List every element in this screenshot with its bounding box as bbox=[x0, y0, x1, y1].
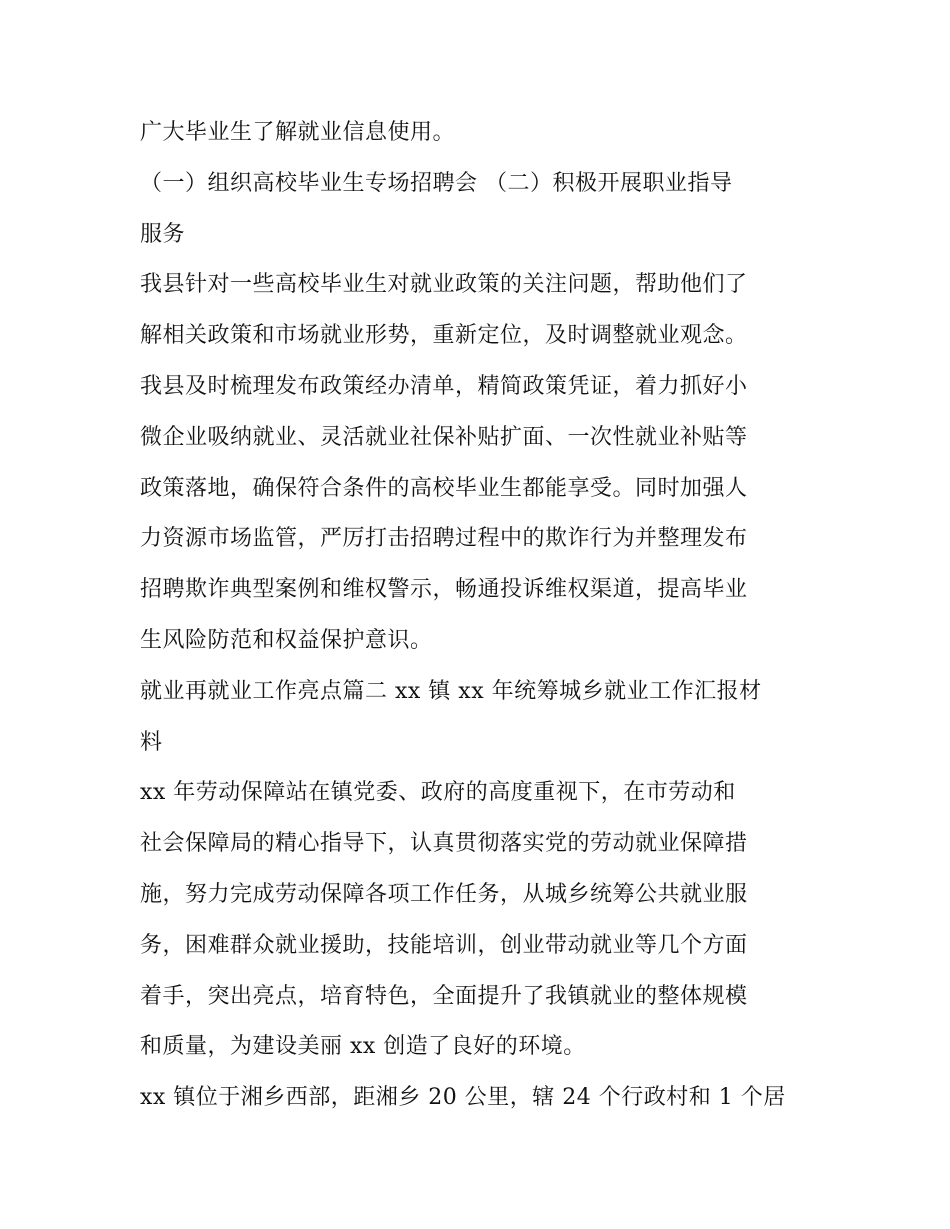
text-line: 解相关政策和市场就业形势，重新定位，及时调整就业观念。 bbox=[140, 323, 748, 349]
text-line: 广大毕业生了解就业信息使用。 bbox=[140, 120, 456, 145]
text-line: 政策落地，确保符合条件的高校毕业生都能享受。同时加强人 bbox=[140, 475, 748, 501]
text-line: xx 镇位于湘乡西部，距湘乡 20 公里，辖 24 个行政村和 1 个居 bbox=[140, 1085, 786, 1111]
text-line: 我县针对一些高校毕业生对就业政策的关注问题，帮助他们了 bbox=[140, 272, 748, 298]
text-line: 生风险防范和权益保护意识。 bbox=[140, 627, 433, 653]
text-line: 我县及时梳理发布政策经办清单，精简政策凭证，着力抓好小 bbox=[140, 373, 748, 399]
text-line: 服务 bbox=[140, 221, 186, 247]
text-line: 微企业吸纳就业、灵活就业社保补贴扩面、一次性就业补贴等 bbox=[140, 424, 748, 450]
text-line: （一）组织高校毕业生专场招聘会 （二）积极开展职业指导 bbox=[140, 170, 733, 196]
text-line: 就业再就业工作亮点篇二 xx 镇 xx 年统筹城乡就业工作汇报材 bbox=[140, 678, 762, 704]
text-line: 料 bbox=[140, 729, 163, 755]
text-line: 着手，突出亮点，培育特色，全面提升了我镇就业的整体规模 bbox=[140, 983, 748, 1009]
text-line: 务，困难群众就业援助，技能培训，创业带动就业等几个方面 bbox=[140, 932, 748, 958]
text-line: 力资源市场监管，严厉打击招聘过程中的欺诈行为并整理发布 bbox=[140, 526, 748, 552]
text-line: 社会保障局的精心指导下，认真贯彻落实党的劳动就业保障措 bbox=[140, 831, 748, 857]
text-line: xx 年劳动保障站在镇党委、政府的高度重视下，在市劳动和 bbox=[140, 780, 736, 806]
document-body bbox=[140, 108, 840, 1124]
text-line: 和质量，为建设美丽 xx 创造了良好的环境。 bbox=[140, 1034, 586, 1060]
text-line: 施，努力完成劳动保障各项工作任务，从城乡统筹公共就业服 bbox=[140, 881, 748, 907]
text-line: 招聘欺诈典型案例和维权警示，畅通投诉维权渠道，提高毕业 bbox=[140, 577, 748, 603]
